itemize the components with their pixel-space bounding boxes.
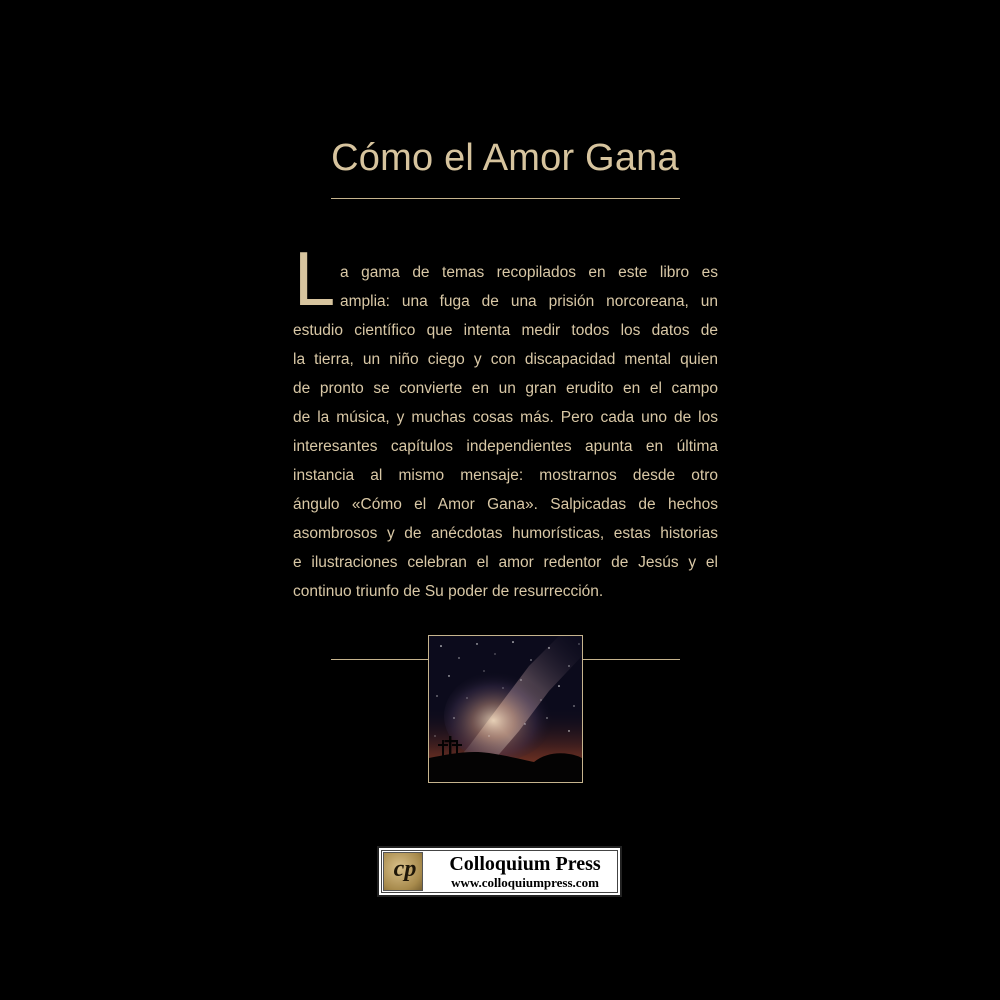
synopsis-line: interesantes capítulos independientes apunta en última: [293, 438, 718, 455]
synopsis-line: de pronto se convierte en un gran erudito en el campo: [293, 380, 718, 397]
synopsis-line: estudio científico que intenta medir todos los datos de: [293, 322, 718, 339]
synopsis-line: asombrosos y de anécdotas humorísticas, estas historias: [293, 525, 718, 542]
synopsis-line: continuo triunfo de Su poder de resurrección.: [293, 583, 604, 600]
publisher-name: Colloquium Press: [449, 853, 601, 875]
milky-way-crosses-image: [428, 635, 583, 783]
synopsis-line: amplia: una fuga de una prisión norcoreana, un: [340, 293, 718, 310]
image-divider-right: [582, 659, 680, 660]
drop-cap: L: [293, 238, 334, 322]
synopsis-line: ángulo «Cómo el Amor Gana». Salpicadas de hechos: [293, 496, 718, 513]
publisher-logo: [377, 846, 622, 897]
image-divider-left: [331, 659, 429, 660]
cp-monogram-text: cp: [393, 856, 417, 882]
title-divider: [331, 198, 680, 199]
book-title: Cómo el Amor Gana: [331, 137, 679, 179]
night-sky-photo-icon: [429, 636, 582, 782]
synopsis-line: e ilustraciones celebran el amor redentor de Jesús y el: [293, 554, 718, 571]
synopsis-line: instancia al mismo mensaje: mostrarnos desde otro: [293, 467, 718, 484]
synopsis-line: de la música, y muchas cosas más. Pero cada uno de los: [293, 409, 718, 426]
synopsis-line: a gama de temas recopilados en este libro es: [340, 264, 718, 281]
synopsis-line: la tierra, un niño ciego y con discapacidad mental quien: [293, 351, 718, 368]
cp-monogram-icon: [383, 852, 423, 891]
publisher-url: www.colloquiumpress.com: [451, 875, 599, 890]
synopsis-text: [293, 258, 718, 606]
